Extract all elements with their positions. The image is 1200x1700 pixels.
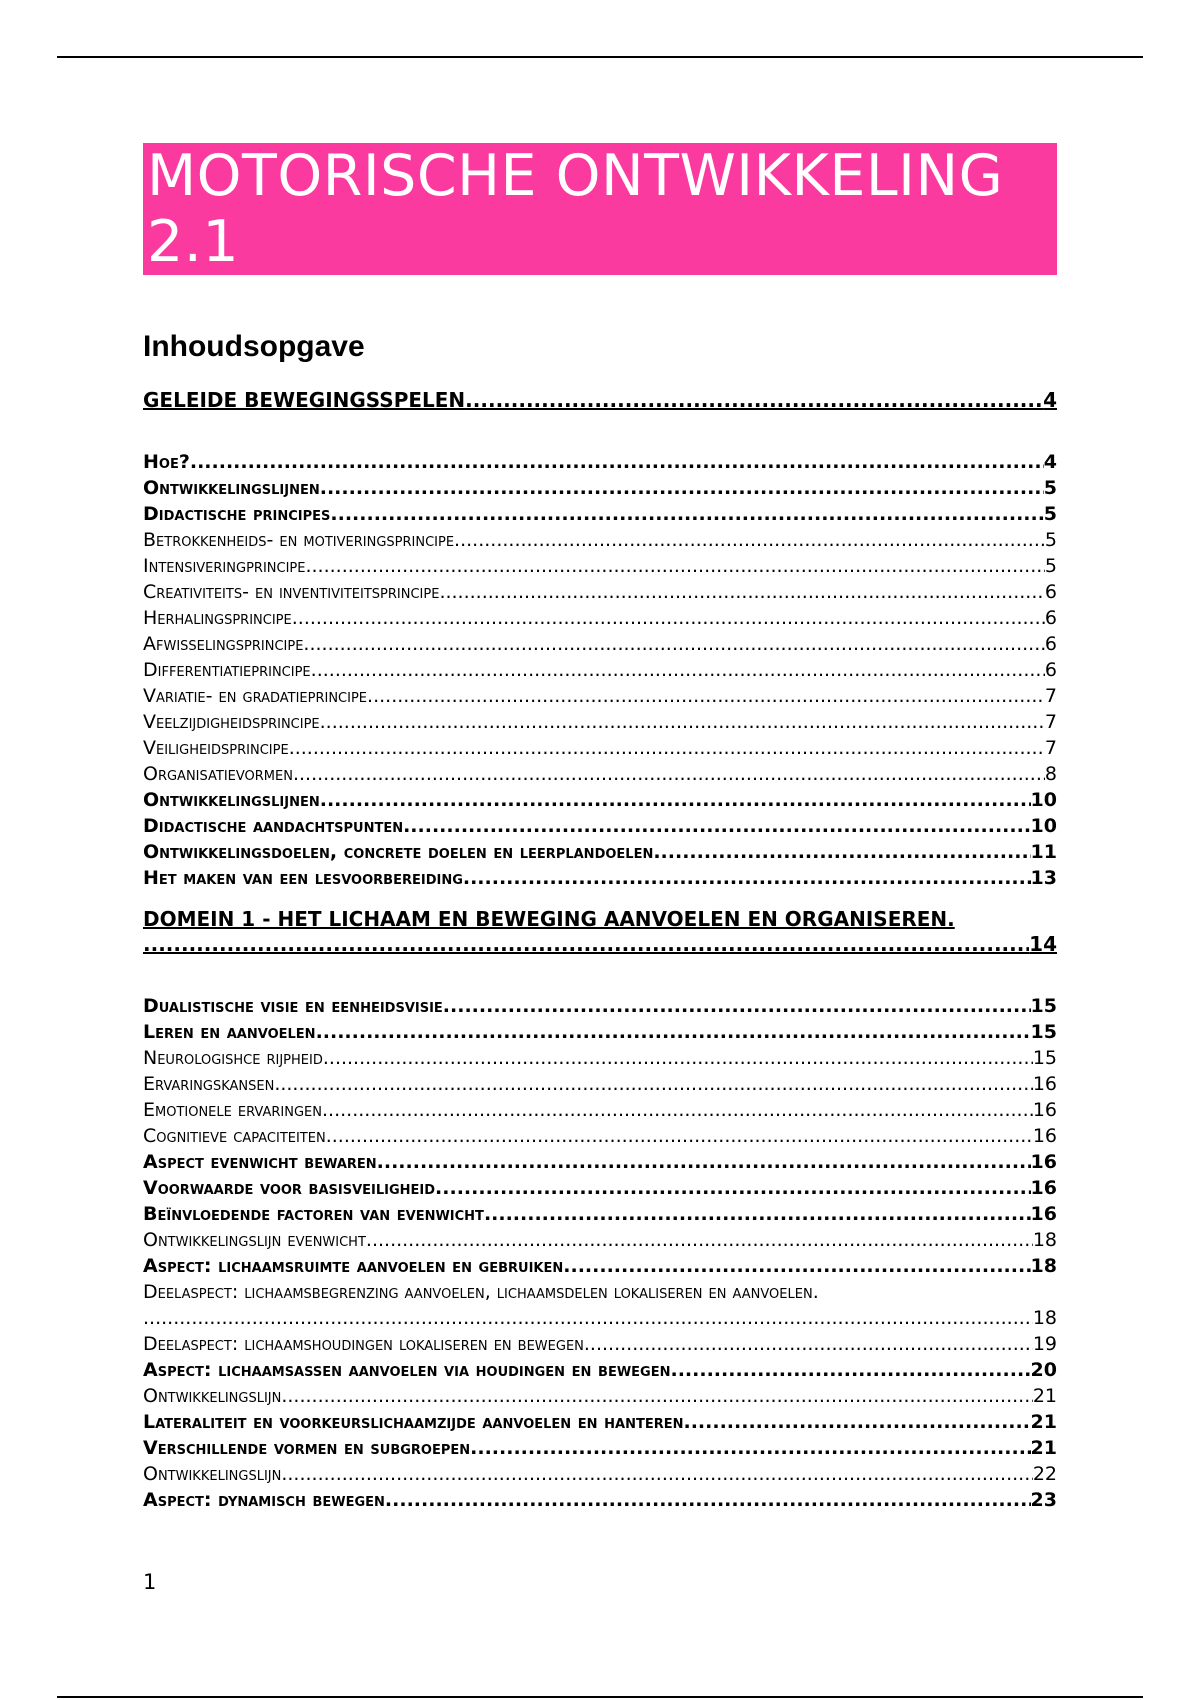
toc-entry-sub[interactable]: Veelzijdigheidsprincipe ..... 7 (143, 709, 1057, 735)
toc-entry-sub[interactable]: Organisatievormen ..... 8 (143, 761, 1057, 787)
toc-entry[interactable]: Beïnvloedende factoren van evenwicht ..... 16 (143, 1201, 1057, 1227)
header-rule (57, 56, 1143, 58)
toc-entry-sub[interactable]: Variatie- en gradatieprincipe ..... 7 (143, 683, 1057, 709)
toc-entry-sub[interactable]: Deelaspect: lichaamshoudingen lokaliseren en bewegen ..... 19 (143, 1331, 1057, 1357)
toc-entry-sub[interactable]: Deelaspect: lichaamsbegrenzing aanvoelen, lichaamsdelen lokaliseren en aanvoelen. ..... 18 (143, 1279, 1057, 1331)
page-number: 1 (143, 1570, 157, 1594)
toc-entry-sub[interactable]: Emotionele ervaringen ..... 16 (143, 1097, 1057, 1123)
toc-entry[interactable]: Voorwaarde voor basisveiligheid ..... 16 (143, 1175, 1057, 1201)
toc-entry-sub[interactable]: Ervaringskansen ..... 16 (143, 1071, 1057, 1097)
toc-entry[interactable]: Leren en aanvoelen ..... 15 (143, 1019, 1057, 1045)
toc-entry-sub[interactable]: Betrokkenheids- en motiveringsprincipe ..... 5 (143, 527, 1057, 553)
table-of-contents (143, 387, 1057, 1513)
toc-entry[interactable]: Hoe? ..... 4 (143, 449, 1057, 475)
toc-heading: Inhoudsopgave (143, 330, 365, 363)
toc-entry[interactable]: Ontwikkelingsdoelen, concrete doelen en leerplandoelen ..... 11 (143, 839, 1057, 865)
toc-entry[interactable]: Didactische principes ..... 5 (143, 501, 1057, 527)
toc-entry-sub[interactable]: Ontwikkelingslijn ..... 22 (143, 1461, 1057, 1487)
toc-entry-level1[interactable]: GELEIDE BEWEGINGSSPELEN ..... 4 (143, 387, 1057, 413)
toc-entry-sub[interactable]: Differentiatieprincipe ..... 6 (143, 657, 1057, 683)
footer-rule (57, 1696, 1143, 1698)
page-content (143, 143, 1057, 1513)
toc-entry[interactable]: Ontwikkelingslijnen ..... 5 (143, 475, 1057, 501)
document-title: MOTORISCHE ONTWIKKELING 2.1 (143, 143, 1057, 275)
toc-entry[interactable]: Aspect evenwicht bewaren ..... 16 (143, 1149, 1057, 1175)
toc-entry[interactable]: Aspect: dynamisch bewegen ..... 23 (143, 1487, 1057, 1513)
toc-entry-sub[interactable]: Afwisselingsprincipe ..... 6 (143, 631, 1057, 657)
toc-entry-sub[interactable]: Ontwikkelingslijn evenwicht ..... 18 (143, 1227, 1057, 1253)
toc-entry-level1[interactable]: DOMEIN 1 - HET LICHAAM EN BEWEGING AANVOELEN EN ORGANISEREN. ..... 14 (143, 907, 1057, 957)
toc-entry[interactable]: Aspect: lichaamsruimte aanvoelen en gebruiken ..... 18 (143, 1253, 1057, 1279)
toc-entry-sub[interactable]: Ontwikkelingslijn ..... 21 (143, 1383, 1057, 1409)
toc-entry-sub[interactable]: Veiligheidsprincipe ..... 7 (143, 735, 1057, 761)
toc-entry-sub[interactable]: Creativiteits- en inventiviteitsprincipe ..... 6 (143, 579, 1057, 605)
toc-entry[interactable]: Lateraliteit en voorkeurslichaamzijde aanvoelen en hanteren ..... 21 (143, 1409, 1057, 1435)
toc-entry[interactable]: Aspect: lichaamsassen aanvoelen via houdingen en bewegen ..... 20 (143, 1357, 1057, 1383)
toc-entry[interactable]: Dualistische visie en eenheidsvisie ..... 15 (143, 993, 1057, 1019)
toc-entry-sub[interactable]: Neurologishce rijpheid ..... 15 (143, 1045, 1057, 1071)
toc-entry[interactable]: Ontwikkelingslijnen ..... 10 (143, 787, 1057, 813)
toc-entry-sub[interactable]: Intensiveringprincipe ..... 5 (143, 553, 1057, 579)
toc-entry-sub[interactable]: Cognitieve capaciteiten ..... 16 (143, 1123, 1057, 1149)
toc-entry-sub[interactable]: Herhalingsprincipe ..... 6 (143, 605, 1057, 631)
toc-entry[interactable]: Het maken van een lesvoorbereiding ..... 13 (143, 865, 1057, 891)
toc-entry[interactable]: Didactische aandachtspunten ..... 10 (143, 813, 1057, 839)
toc-entry[interactable]: Verschillende vormen en subgroepen ..... 21 (143, 1435, 1057, 1461)
